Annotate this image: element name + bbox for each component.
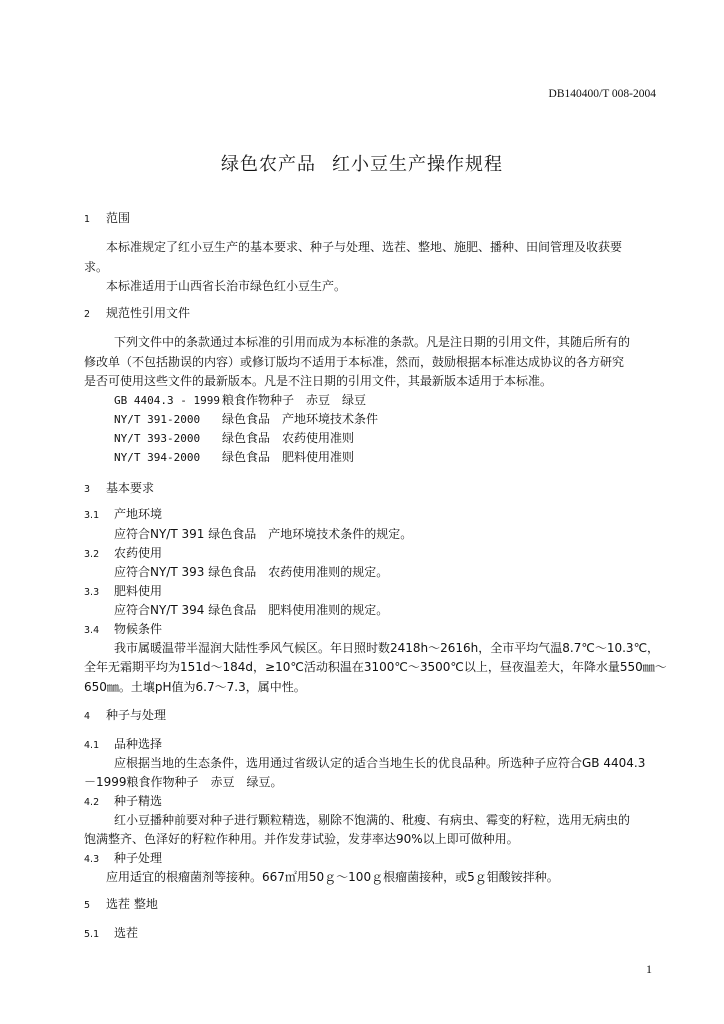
paragraph-line: 饱满整齐、色泽好的籽粒作种用。并作发芽试验，发芽率达90%以上即可做种用。 [84, 832, 519, 846]
section-number: 2 [84, 309, 91, 320]
document-number: DB140400/T 008-2004 [548, 88, 656, 100]
paragraph-line: 650㎜。土壤pH值为6.7～7.3，属中性。 [84, 680, 306, 694]
subsection-3-2-heading [84, 546, 162, 562]
title-part-2: 红小豆生产操作规程 [332, 154, 503, 175]
section-title: 种子与处理 [106, 708, 167, 722]
subsection-3-3-heading [84, 584, 162, 600]
reference-code: GB 4404.3 - 1999 [114, 394, 220, 407]
paragraph-line: 下列文件中的条款通过本标准的引用而成为本标准的条款。凡是注日期的引用文件，其随后所有的 [114, 335, 631, 349]
reference-code: NY/T 393-2000 [114, 432, 201, 445]
section-number: 1 [84, 214, 91, 225]
paragraph-line: 本标准适用于山西省长治市绿色红小豆生产。 [106, 279, 347, 293]
subsection-number: 3.2 [84, 549, 100, 560]
subsection-3-4-heading [84, 622, 162, 638]
paragraph-line: 应符合NY/T 393 绿色食品 农药使用准则的规定。 [114, 565, 389, 579]
title-part-1: 绿色农产品 [221, 154, 316, 175]
paragraph-line: 是否可使用这些文件的最新版本。凡是不注日期的引用文件，其最新版本适用于本标准。 [84, 374, 553, 388]
reference-name: 绿色食品 肥料使用准则 [222, 450, 355, 464]
page-title [0, 150, 724, 176]
section-number: 4 [84, 711, 91, 722]
section-title: 范围 [106, 211, 131, 225]
reference-name: 绿色食品 农药使用准则 [222, 431, 355, 445]
section-title: 基本要求 [106, 481, 155, 495]
subsection-number: 3.3 [84, 587, 100, 598]
paragraph-line: 红小豆播种前要对种子进行颗粒精选，剔除不饱满的、秕瘦、有病虫、霉变的籽粒，选用无病虫的 [114, 813, 631, 827]
paragraph-line: 应根据当地的生态条件，选用通过省级认定的适合当地生长的优良品种。所选种子应符合GB 4404.3 [114, 756, 646, 770]
subsection-title: 选茬 [114, 926, 139, 940]
paragraph-line: 我市属暖温带半湿润大陆性季风气候区。年日照时数2418h～2616h，全市平均气温8.7℃～10.3℃， [114, 641, 660, 655]
subsection-title: 品种选择 [114, 737, 163, 751]
section-number: 5 [84, 900, 91, 911]
subsection-title: 农药使用 [114, 546, 163, 560]
subsection-number: 3.1 [84, 510, 100, 521]
subsection-number: 3.4 [84, 625, 100, 636]
section-2-heading [84, 306, 190, 322]
subsection-number: 4.3 [84, 854, 100, 865]
paragraph-line: －1999粮食作物种子 赤豆 绿豆。 [84, 775, 283, 789]
reference-item [114, 431, 354, 446]
section-5-heading [84, 897, 158, 913]
paragraph-line: 应符合NY/T 391 绿色食品 产地环境技术条件的规定。 [114, 527, 413, 541]
section-number: 3 [84, 484, 91, 495]
subsection-number: 4.2 [84, 797, 100, 808]
subsection-4-3-heading [84, 851, 162, 867]
paragraph-line: 应符合NY/T 394 绿色食品 肥料使用准则的规定。 [114, 603, 389, 617]
paragraph-line: 本标准规定了红小豆生产的基本要求、种子与处理、选茬、整地、施肥、播种、田间管理及收获要 [106, 240, 623, 254]
reference-item [114, 412, 378, 427]
subsection-4-2-heading [84, 794, 162, 810]
section-title: 选茬 整地 [106, 897, 158, 911]
paragraph-line: 求。 [84, 260, 109, 274]
reference-item [114, 393, 366, 408]
subsection-title: 肥料使用 [114, 584, 163, 598]
subsection-title: 种子精选 [114, 794, 163, 808]
reference-item [114, 450, 354, 465]
subsection-title: 种子处理 [114, 851, 163, 865]
subsection-title: 产地环境 [114, 507, 163, 521]
section-4-heading [84, 708, 166, 724]
reference-name: 粮食作物种子 赤豆 绿豆 [222, 393, 367, 407]
subsection-3-1-heading [84, 507, 162, 523]
paragraph-line: 应用适宜的根瘤菌剂等接种。667㎡用50ｇ～100ｇ根瘤菌接种，或5ｇ钼酸铵拌种。 [106, 870, 559, 884]
subsection-5-1-heading [84, 926, 138, 942]
subsection-title: 物候条件 [114, 622, 163, 636]
section-3-heading [84, 481, 154, 497]
paragraph-line: 全年无霜期平均为151d～184d，≥10℃活动积温在3100℃～3500℃以上，昼夜温差大，年降水量550㎜～ [84, 660, 667, 674]
section-1-heading [84, 211, 130, 227]
page-number: 1 [646, 962, 652, 976]
subsection-4-1-heading [84, 737, 162, 753]
subsection-number: 5.1 [84, 929, 100, 940]
section-title: 规范性引用文件 [106, 306, 191, 320]
subsection-number: 4.1 [84, 740, 100, 751]
reference-code: NY/T 394-2000 [114, 451, 201, 464]
paragraph-line: 修改单（不包括勘误的内容）或修订版均不适用于本标准，然而，鼓励根据本标准达成协议的各方研究 [84, 355, 625, 369]
reference-name: 绿色食品 产地环境技术条件 [222, 412, 379, 426]
reference-code: NY/T 391-2000 [114, 413, 201, 426]
